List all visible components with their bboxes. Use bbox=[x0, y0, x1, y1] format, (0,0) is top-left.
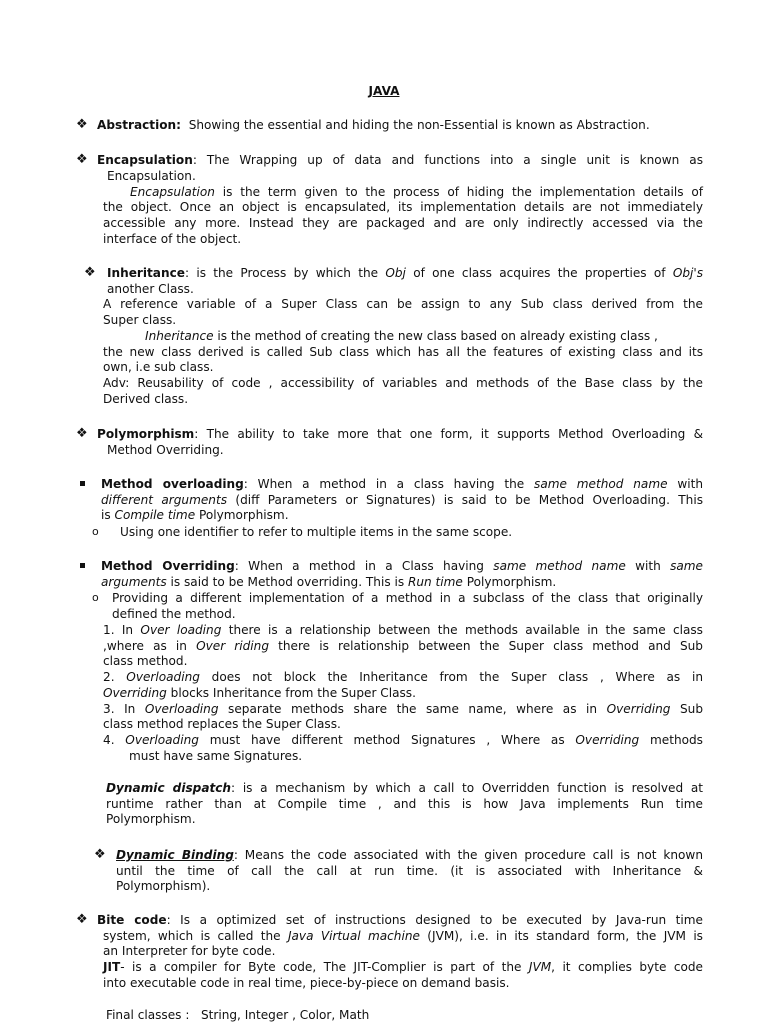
diamond-bullet-icon: ❖ bbox=[76, 117, 88, 132]
overriding-numbered-points: 1. In Over loading there is a relationship between the methods available in the same class ,where as in Over riding there is relationship between the Super class method and Sub class method. 2. Overloading does not block the Inheritance from the Super class , Where as in Overriding blocks Inheritance from the Super Class. 3. In Overloading separate methods share the same name, where as in Overriding Sub class method replaces the Super Class. 4. Overloading must have different method Signatures , Where as Overriding methods must have same Signatures. bbox=[103, 623, 703, 763]
square-bullet-icon bbox=[80, 481, 85, 486]
diamond-bullet-icon: ❖ bbox=[84, 265, 96, 280]
method-overriding-section: Method Overriding: When a method in a Class having same method name with same arguments is said to be Method overriding. This is Run time Polymorphism. bbox=[101, 559, 703, 589]
method-overloading-section: Method overloading: When a method in a class having the same method name with different arguments (diff Parameters or Signatures) is said to be Method Overloading. This is Compile time Polymorphism. bbox=[101, 477, 703, 523]
diamond-bullet-icon: ❖ bbox=[76, 426, 88, 441]
final-classes-values: String, Integer , Color, Math bbox=[200, 1008, 370, 1022]
dynamic-dispatch-term: Dynamic dispatch bbox=[106, 781, 232, 795]
diamond-bullet-icon: ❖ bbox=[76, 152, 88, 167]
encapsulation-term: Encapsulation bbox=[97, 153, 193, 167]
bytecode-section: Bite code: Is a optimized set of instructions designed to be executed by Java-run time system, which is called the Java Virtual machine (JVM), i.e. in its standard form, the JVM is an Interpreter for byte code. JIT- is a compiler for Byte code, The JIT-Complier is part of the JVM, it complies byte code into executable code in real time, piece-by-piece on demand basis. bbox=[97, 913, 703, 990]
inheritance-section: Inheritance: is the Process by which the Obj of one class acquires the properties of Obj's another Class. A reference variable of a Super Class can be assign to any Sub class derived from the Super class. Inheritance is the method of creating the new class based on already existing class , the new class derived is called Sub class which has all the features of existing class and its own, i.e sub class. Adv: Reusability of code , accessibility of variables and methods of the Base class by the Derived class. bbox=[103, 266, 703, 406]
bytecode-term: Bite code bbox=[97, 913, 167, 927]
overriding-subpoint: Providing a different implementation of a method in a subclass of the class that originally defined the method. bbox=[112, 591, 703, 621]
square-bullet-icon bbox=[80, 563, 85, 568]
abstraction-section bbox=[97, 118, 707, 134]
dynamic-binding-term: Dynamic Binding bbox=[116, 848, 234, 862]
circle-bullet-icon: o bbox=[92, 591, 99, 604]
abstraction-term: Abstraction: bbox=[97, 118, 181, 132]
encapsulation-section: Encapsulation: The Wrapping up of data and functions into a single unit is known as Encapsulation. bbox=[97, 153, 703, 183]
encapsulation-definition: Encapsulation is the term given to the process of hiding the implementation details of the object. Once an object is encapsulated, its implementation details are not immediately accessible any more. Instead they are packaged and are only indirectly accessed via the interface of the object. bbox=[103, 184, 703, 246]
inheritance-term: Inheritance bbox=[107, 266, 185, 280]
method-overriding-term: Method Overriding bbox=[101, 559, 235, 573]
dynamic-dispatch-section: Dynamic dispatch: is a mechanism by which a call to Overridden function is resolved at runtime rather than at Compile time , and this is how Java implements Run time Polymorphism. bbox=[106, 781, 703, 827]
method-overloading-term: Method overloading bbox=[101, 477, 244, 491]
abstraction-text: Showing the essential and hiding the non-Essential is known as Abstraction. bbox=[188, 118, 650, 132]
page-title: JAVA bbox=[368, 84, 400, 98]
circle-bullet-icon: o bbox=[92, 525, 99, 538]
jit-term: JIT bbox=[103, 960, 121, 975]
polymorphism-section: Polymorphism: The ability to take more that one form, it supports Method Overloading & Method Overriding. bbox=[97, 427, 703, 457]
overloading-subpoint: Using one identifier to refer to multiple items in the same scope. bbox=[120, 525, 513, 539]
diamond-bullet-icon: ❖ bbox=[94, 847, 106, 862]
final-classes-label: Final classes : bbox=[106, 1008, 190, 1022]
polymorphism-term: Polymorphism bbox=[97, 427, 195, 441]
dynamic-binding-section: Dynamic Binding: Means the code associated with the given procedure call is not known until the time of call the call at run time. (it is associated with Inheritance & Polymorphism). bbox=[116, 848, 703, 894]
diamond-bullet-icon: ❖ bbox=[76, 912, 88, 927]
final-classes-line bbox=[106, 1008, 606, 1024]
